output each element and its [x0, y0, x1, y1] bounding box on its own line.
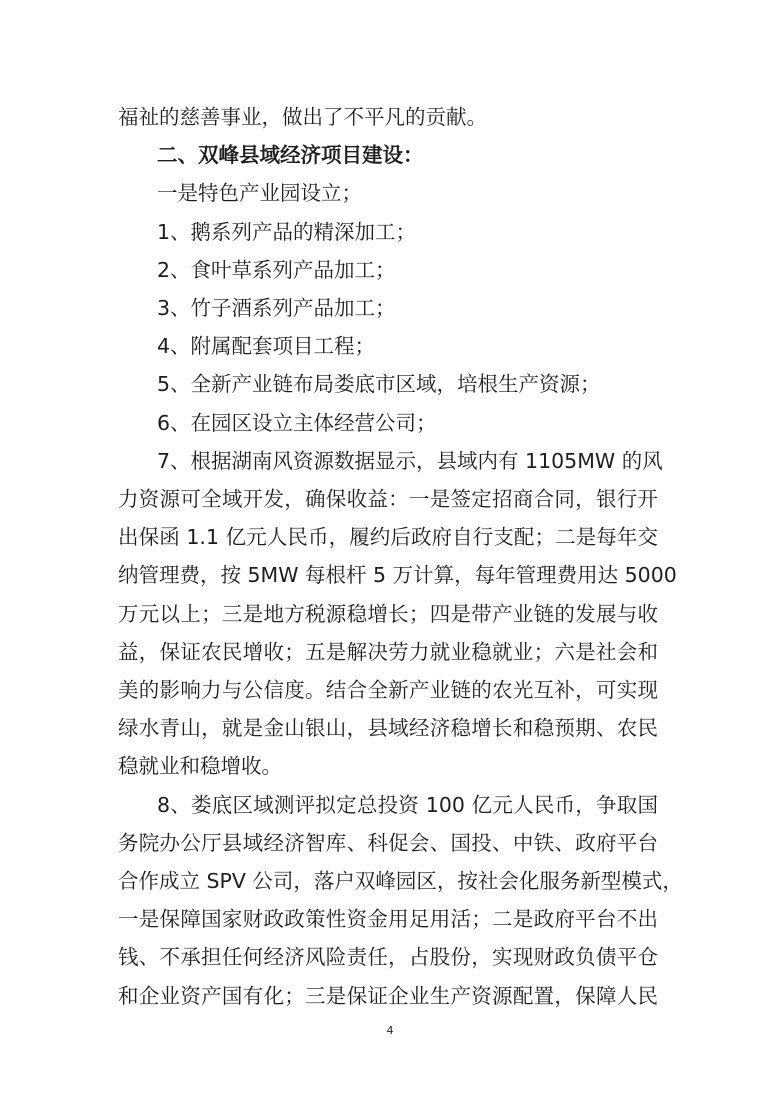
paragraph-line: 务院办公厅县域经济智库、科促会、国投、中铁、政府平台	[118, 831, 658, 855]
paragraph-line: 8、娄底区域测评拟定总投资 100 亿元人民币，争取国	[157, 793, 658, 817]
list-item: 6、在园区设立主体经营公司；	[157, 411, 437, 435]
list-item: 1、鹅系列产品的精深加工；	[157, 220, 417, 244]
paragraph-line: 美的影响力与公信度。结合全新产业链的农光互补，可实现	[118, 678, 658, 702]
paragraph-line: 益，保证农民增收；五是解决劳力就业稳就业；六是社会和	[118, 640, 658, 664]
paragraph-line: 福祉的慈善事业，做出了不平凡的贡献。	[118, 105, 487, 129]
list-item: 一是特色产业园设立；	[157, 181, 362, 205]
list-item: 2、食叶草系列产品加工；	[157, 258, 396, 282]
paragraph-line: 万元以上；三是地方税源稳增长；四是带产业链的发展与收	[118, 602, 658, 626]
list-item: 3、竹子酒系列产品加工；	[157, 296, 396, 320]
paragraph-line: 出保函 1.1 亿元人民币，履约后政府自行支配；二是每年交	[118, 525, 658, 549]
paragraph-line: 和企业资产国有化；三是保证企业生产资源配置，保障人民	[118, 984, 658, 1008]
paragraph-line: 绿水青山，就是金山银山，县域经济稳增长和稳预期、农民	[118, 716, 658, 740]
page-number: 4	[386, 1024, 394, 1037]
list-item: 5、全新产业链布局娄底市区域，培根生产资源；	[157, 372, 601, 396]
paragraph-line: 稳就业和稳增收。	[118, 754, 282, 778]
paragraph-line: 7、根据湖南风资源数据显示，县域内有 1105MW 的风	[157, 449, 663, 473]
section-heading: 二、双峰县域经济项目建设：	[157, 143, 424, 167]
paragraph-line: 钱、不承担任何经济风险责任，占股份，实现财政负债平仓	[118, 945, 658, 969]
paragraph-line: 纳管理费，按 5MW 每根杆 5 万计算，每年管理费用达 5000	[118, 563, 677, 587]
paragraph-line: 一是保障国家财政政策性资金用足用活；二是政府平台不出	[118, 907, 658, 931]
list-item: 4、附属配套项目工程；	[157, 334, 376, 358]
paragraph-line: 合作成立 SPV 公司，落户双峰园区，按社会化服务新型模式，	[118, 869, 683, 893]
paragraph-line: 力资源可全域开发，确保收益：一是签定招商合同，银行开	[118, 487, 658, 511]
